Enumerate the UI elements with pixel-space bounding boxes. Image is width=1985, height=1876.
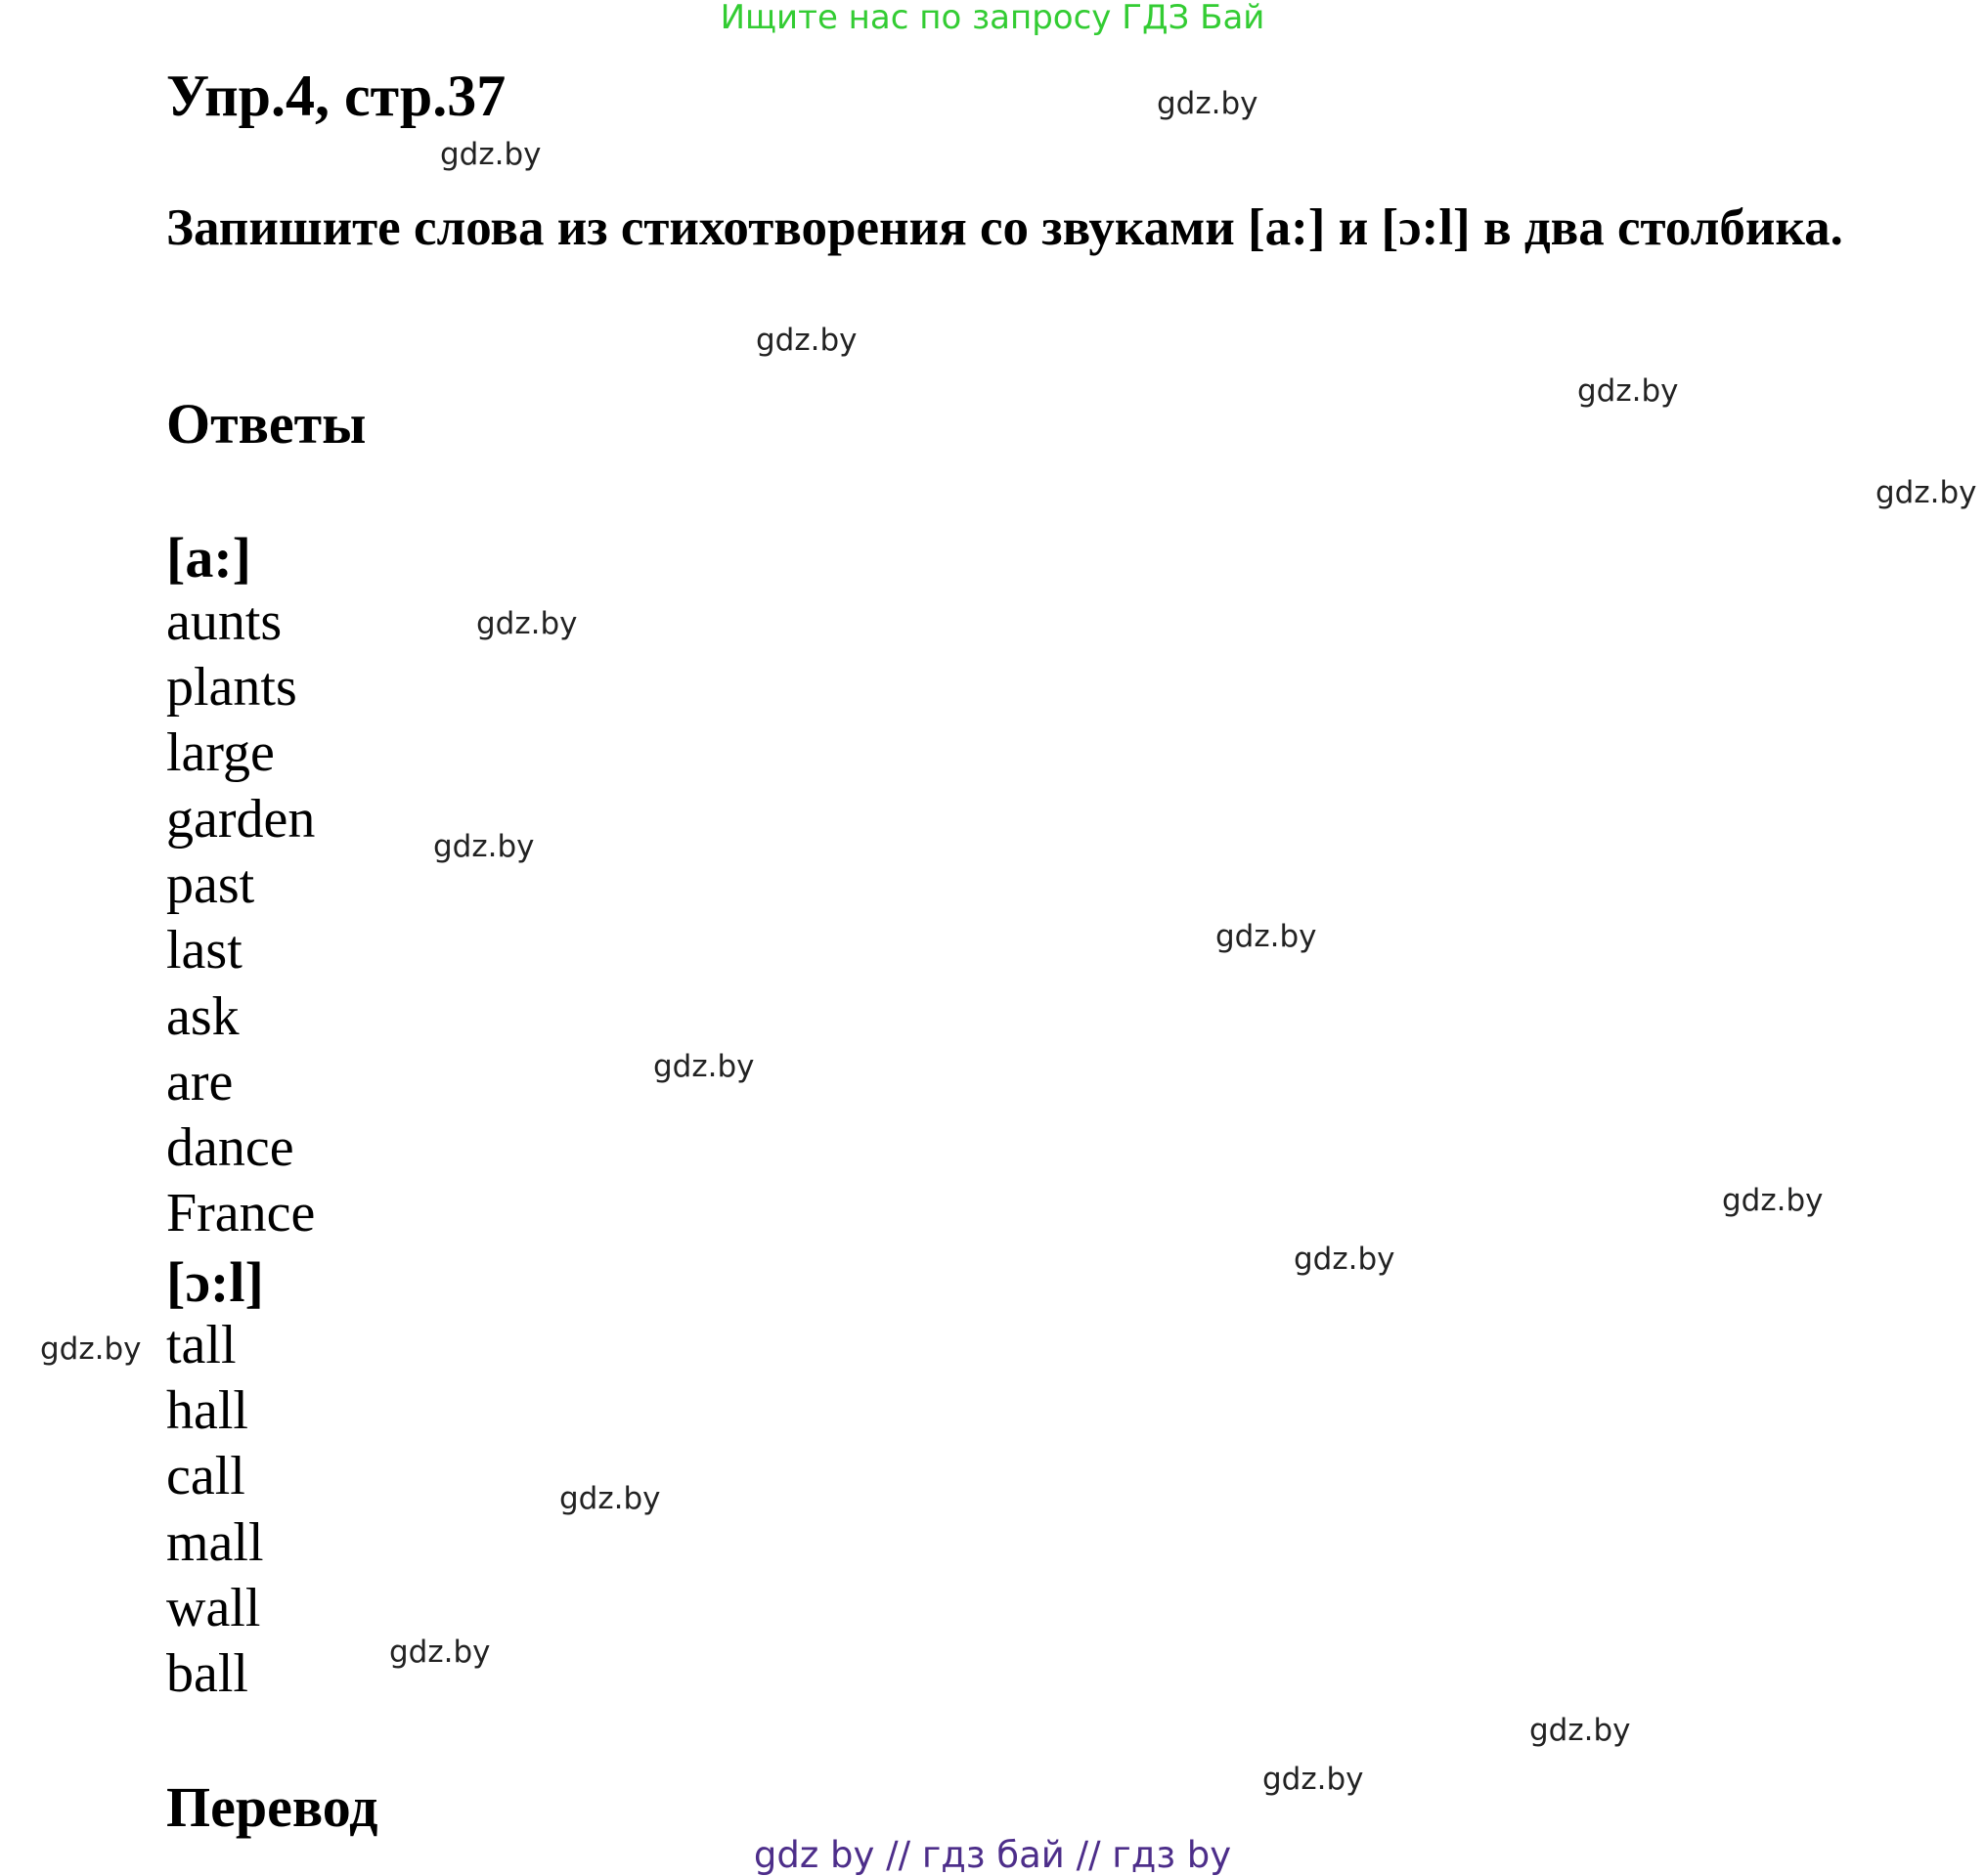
watermark: gdz.by: [1577, 373, 1679, 409]
word-past: past: [166, 854, 255, 915]
watermark: gdz.by: [1294, 1242, 1395, 1277]
word-garden: garden: [166, 789, 316, 850]
task-text: Запишите слова из стихотворения со звуками [a:] и [ɔ:l] в два столбика.: [166, 199, 1843, 256]
watermark: gdz.by: [1529, 1713, 1631, 1748]
word-call: call: [166, 1446, 245, 1506]
column-a-header: [a:]: [166, 526, 251, 589]
word-wall: wall: [166, 1578, 261, 1638]
translation-heading: Перевод: [166, 1775, 378, 1839]
watermark: gdz.by: [1262, 1762, 1364, 1797]
top-banner: Ищите нас по запросу ГДЗ Бай: [720, 0, 1265, 37]
word-are: are: [166, 1052, 234, 1113]
word-tall: tall: [166, 1315, 237, 1375]
word-ball: ball: [166, 1643, 248, 1704]
watermark: gdz.by: [1215, 919, 1317, 954]
watermark: gdz.by: [433, 829, 535, 864]
word-hall: hall: [166, 1380, 248, 1441]
watermark: gdz.by: [756, 323, 858, 358]
watermark: gdz.by: [389, 1635, 491, 1670]
word-aunts: aunts: [166, 591, 283, 652]
watermark: gdz.by: [476, 606, 578, 641]
exercise-title: Упр.4, стр.37: [166, 64, 507, 128]
word-dance: dance: [166, 1117, 294, 1178]
word-plants: plants: [166, 657, 297, 718]
word-mall: mall: [166, 1512, 264, 1573]
word-ask: ask: [166, 986, 240, 1047]
footer-watermark: gdz by // гдз бай // гдз by: [753, 1834, 1232, 1876]
watermark: gdz.by: [1875, 475, 1977, 510]
word-france: France: [166, 1183, 316, 1243]
watermark: gdz.by: [1157, 86, 1258, 121]
answers-heading: Ответы: [166, 392, 367, 456]
watermark: gdz.by: [559, 1481, 661, 1516]
column-o-header: [ɔ:l]: [166, 1250, 264, 1314]
word-last: last: [166, 920, 243, 981]
watermark: gdz.by: [440, 137, 542, 172]
watermark: gdz.by: [1722, 1183, 1824, 1218]
watermark: gdz.by: [40, 1331, 142, 1367]
watermark: gdz.by: [653, 1049, 755, 1084]
word-large: large: [166, 722, 275, 783]
